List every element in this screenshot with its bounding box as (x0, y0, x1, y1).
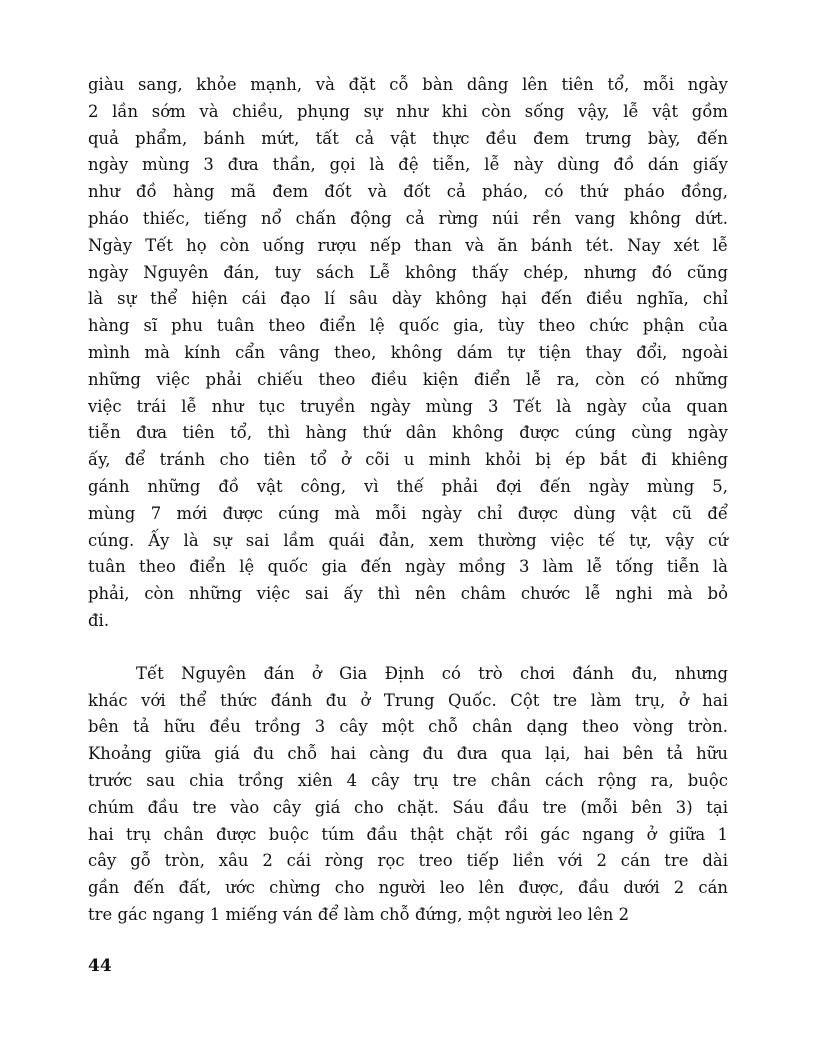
text-line: chúm đầu tre vào cây giá cho chặt. Sáu đầu tre (mỗi bên 3) tại (88, 797, 728, 817)
text-line: những việc phải chiếu theo điều kiện điển lễ ra, còn có những (88, 369, 728, 389)
text-line: đi. (88, 610, 110, 630)
text-line: pháo thiếc, tiếng nổ chấn động cả rừng núi rền vang không dứt. (88, 208, 728, 228)
text-line: tiễn đưa tiên tổ, thì hàng thứ dân không được cúng cùng ngày (88, 423, 728, 443)
text-line: mình mà kính cẩn vâng theo, không dám tự tiện thay đổi, ngoài (88, 342, 728, 362)
text-line: cúng. Ấy là sự sai lầm quái đản, xem thường việc tế tự, vậy cứ (88, 530, 728, 550)
text-line: là sự thể hiện cái đạo lí sâu dày không hại đến điều nghĩa, chỉ (88, 289, 728, 309)
text-line: ngày mùng 3 đưa thần, gọi là đệ tiễn, lễ này dùng đồ dán giấy (88, 155, 728, 175)
text-line: Ngày Tết họ còn uống rượu nếp than và ăn bánh tét. Nay xét lễ (88, 235, 728, 255)
text-line: Tết Nguyên đán ở Gia Định có trò chơi đánh đu, nhưng (136, 663, 728, 683)
text-line: khác với thể thức đánh đu ở Trung Quốc. Cột tre làm trụ, ở hai (88, 690, 728, 710)
text-line: ấy, để tránh cho tiên tổ ở cõi u minh khỏi bị ép bắt đi khiêng (88, 450, 728, 470)
text-line: hai trụ chân được buộc túm đầu thật chặt rồi gác ngang ở giữa 1 (88, 824, 728, 844)
text-line: gánh những đồ vật công, vì thế phải đợi đến ngày mùng 5, (88, 476, 728, 496)
text-line: như đồ hàng mã đem đốt và đốt cả pháo, có thứ pháo đồng, (88, 182, 728, 202)
paragraph-1 (88, 72, 728, 635)
text-line: trước sau chia trồng xiên 4 cây trụ tre chân cách rộng ra, buộc (88, 770, 728, 790)
text-line: giàu sang, khỏe mạnh, và đặt cỗ bàn dâng lên tiên tổ, mỗi ngày (88, 75, 728, 94)
text-line: cây gỗ tròn, xâu 2 cái ròng rọc treo tiếp liền với 2 cán tre dài (88, 851, 728, 871)
paragraph-gap (88, 635, 728, 661)
paragraph-2 (88, 661, 728, 929)
page-body (88, 72, 728, 929)
page-number: 44 (88, 956, 112, 976)
text-line: hàng sĩ phu tuân theo điển lệ quốc gia, tùy theo chức phận của (88, 316, 728, 336)
text-line: mùng 7 mới được cúng mà mỗi ngày chỉ được dùng vật cũ để (88, 503, 728, 523)
text-line: tre gác ngang 1 miếng ván để làm chỗ đứng, một người leo lên 2 (88, 904, 630, 924)
text-line: gần đến đất, ước chừng cho người leo lên được, đầu dưới 2 cán (88, 878, 728, 898)
text-line: tuân theo điển lệ quốc gia đến ngày mồng 3 làm lễ tống tiễn là (88, 557, 728, 577)
text-line: phải, còn những việc sai ấy thì nên châm chước lễ nghi mà bỏ (88, 584, 728, 604)
text-line: việc trái lễ như tục truyền ngày mùng 3 Tết là ngày của quan (88, 396, 728, 416)
text-line: bên tả hữu đều trồng 3 cây một chỗ chân dạng theo vòng tròn. (88, 717, 728, 737)
text-line: ngày Nguyên đán, tuy sách Lễ không thấy chép, nhưng đó cũng (88, 262, 728, 282)
text-line: Khoảng giữa giá đu chỗ hai càng đu đưa qua lại, hai bên tả hữu (88, 744, 728, 764)
text-line: 2 lần sớm và chiều, phụng sự như khi còn sống vậy, lễ vật gồm (88, 101, 728, 121)
text-line: quả phẩm, bánh mứt, tất cả vật thực đều đem trưng bày, đến (88, 128, 728, 148)
